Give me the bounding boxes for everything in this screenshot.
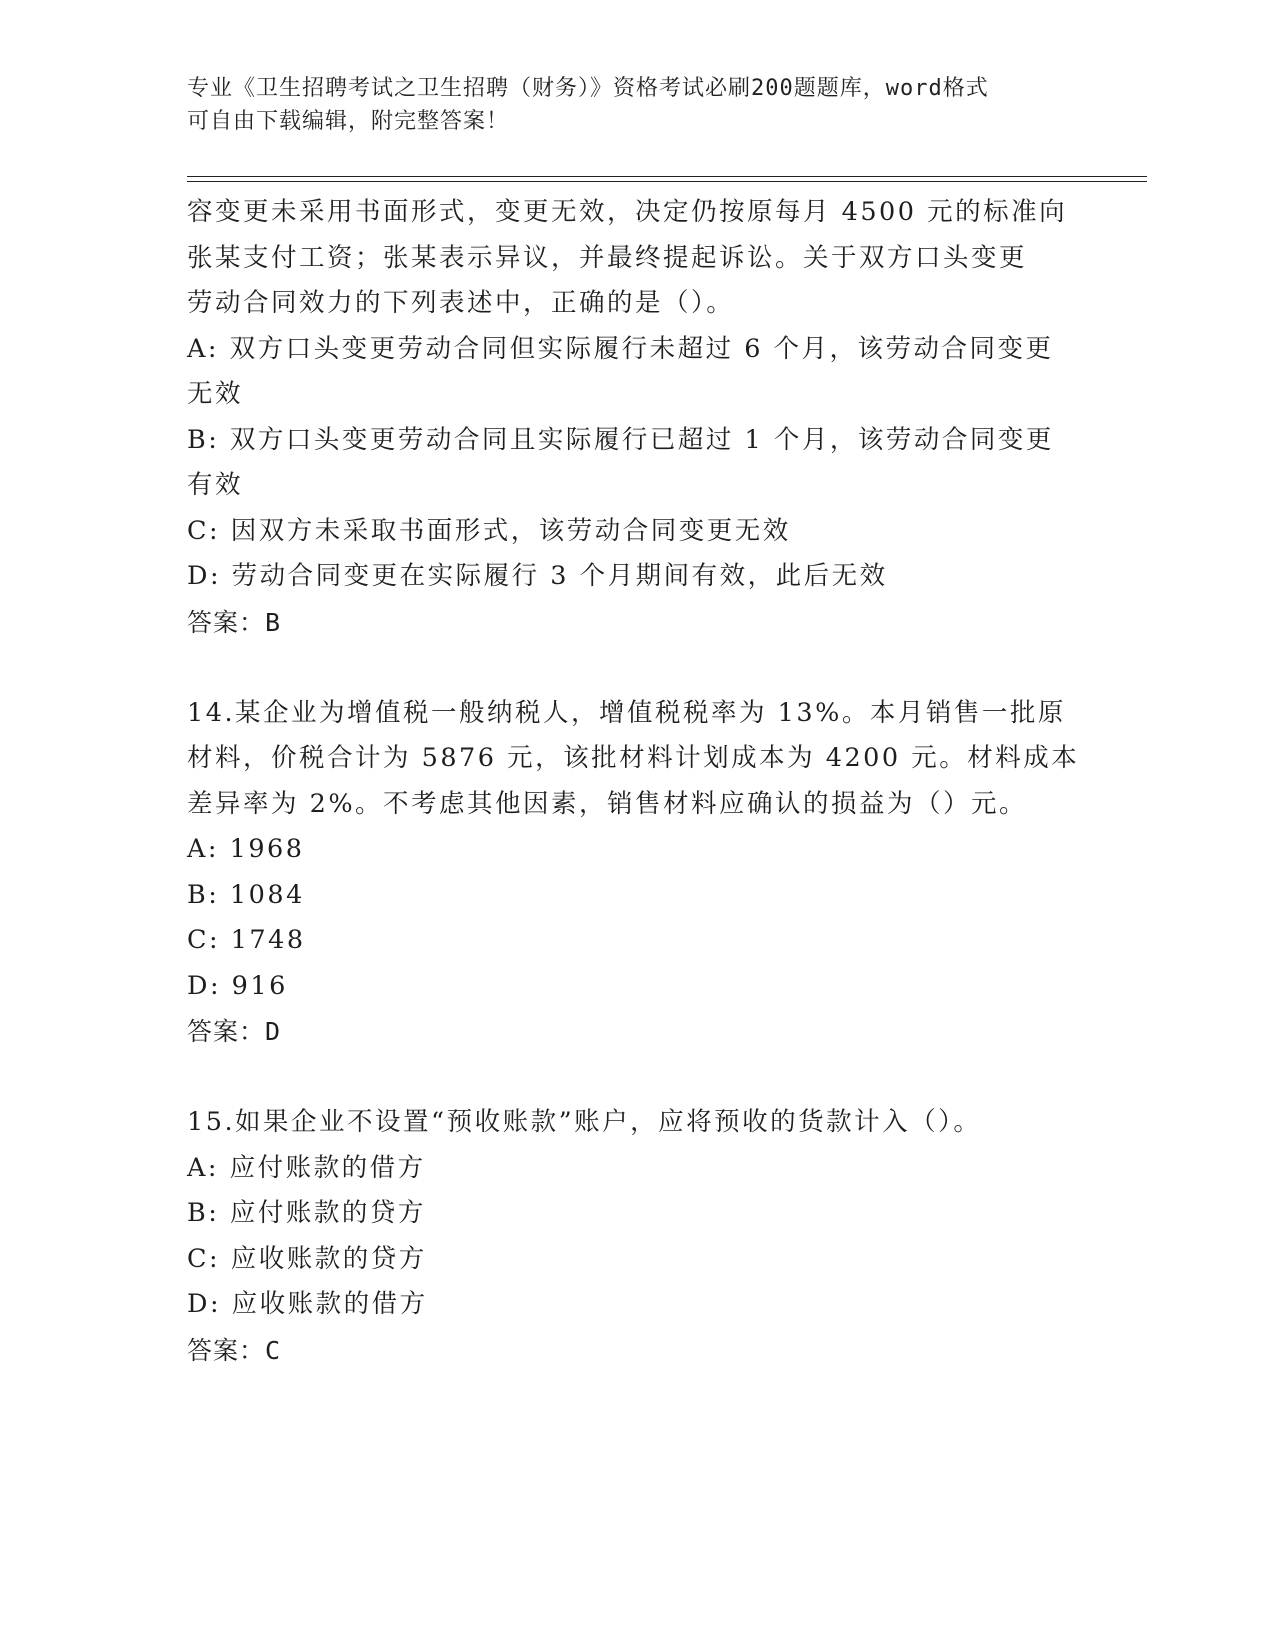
document-header (187, 72, 1067, 138)
header-line-1: 专业《卫生招聘考试之卫生招聘（财务）》资格考试必刷200题题库，word格式 (187, 76, 989, 101)
question-13-option-c: C: 因双方未采取书面形式，该劳动合同变更无效 (187, 515, 791, 546)
question-14-text-line: 14.某企业为增值税一般纳税人，增值税税率为 13%。本月销售一批原 (187, 697, 1066, 728)
question-15-option-a: A: 应付账款的借方 (187, 1152, 426, 1183)
header-divider-bottom (187, 181, 1147, 182)
question-13-text-line: 张某支付工资；张某表示异议，并最终提起诉讼。关于双方口头变更 (187, 242, 1028, 273)
spacer (187, 645, 1087, 691)
question-13-text-line: 容变更未采用书面形式，变更无效，决定仍按原每月 4500 元的标准向 (187, 197, 1068, 227)
question-13-option-a: A: 双方口头变更劳动合同但实际履行未超过 6 个月，该劳动合同变更 (187, 333, 1054, 364)
header-divider-top (187, 176, 1147, 177)
question-15-option-b: B: 应付账款的贷方 (187, 1198, 426, 1228)
question-13-option-b-cont: 有效 (187, 470, 244, 500)
question-14-answer: 答案：D (187, 1017, 282, 1046)
question-14-option-d: D: 916 (187, 970, 288, 1001)
question-15 (187, 1100, 1087, 1373)
question-14-text-line: 材料，价税合计为 5876 元，该批材料计划成本为 4200 元。材料成本 (187, 743, 1080, 773)
question-13-option-d: D: 劳动合同变更在实际履行 3 个月期间有效，此后无效 (187, 561, 888, 591)
spacer (187, 1055, 1087, 1101)
question-14-text-line: 差异率为 2%。不考虑其他因素，销售材料应确认的损益为（）元。 (187, 788, 1028, 819)
header-line-2: 可自由下载编辑，附完整答案！ (187, 109, 510, 134)
question-14-option-a: A: 1968 (187, 834, 305, 864)
question-14 (187, 691, 1087, 1055)
question-content (187, 190, 1087, 1373)
question-13-answer: 答案：B (187, 607, 282, 637)
question-13-option-b: B: 双方口头变更劳动合同且实际履行已超过 1 个月，该劳动合同变更 (187, 424, 1054, 455)
question-13-text-line: 劳动合同效力的下列表述中，正确的是（）。 (187, 288, 735, 318)
question-13-option-a-cont: 无效 (187, 379, 244, 409)
question-15-answer: 答案：C (187, 1335, 282, 1365)
question-15-text-line: 15.如果企业不设置“预收账款”账户，应将预收的货款计入（）。 (187, 1107, 982, 1137)
question-15-option-c: C: 应收账款的贷方 (187, 1243, 427, 1274)
question-14-option-b: B: 1084 (187, 879, 305, 910)
question-13 (187, 190, 1087, 645)
question-15-option-d: D: 应收账款的借方 (187, 1289, 428, 1319)
question-14-option-c: C: 1748 (187, 925, 306, 955)
